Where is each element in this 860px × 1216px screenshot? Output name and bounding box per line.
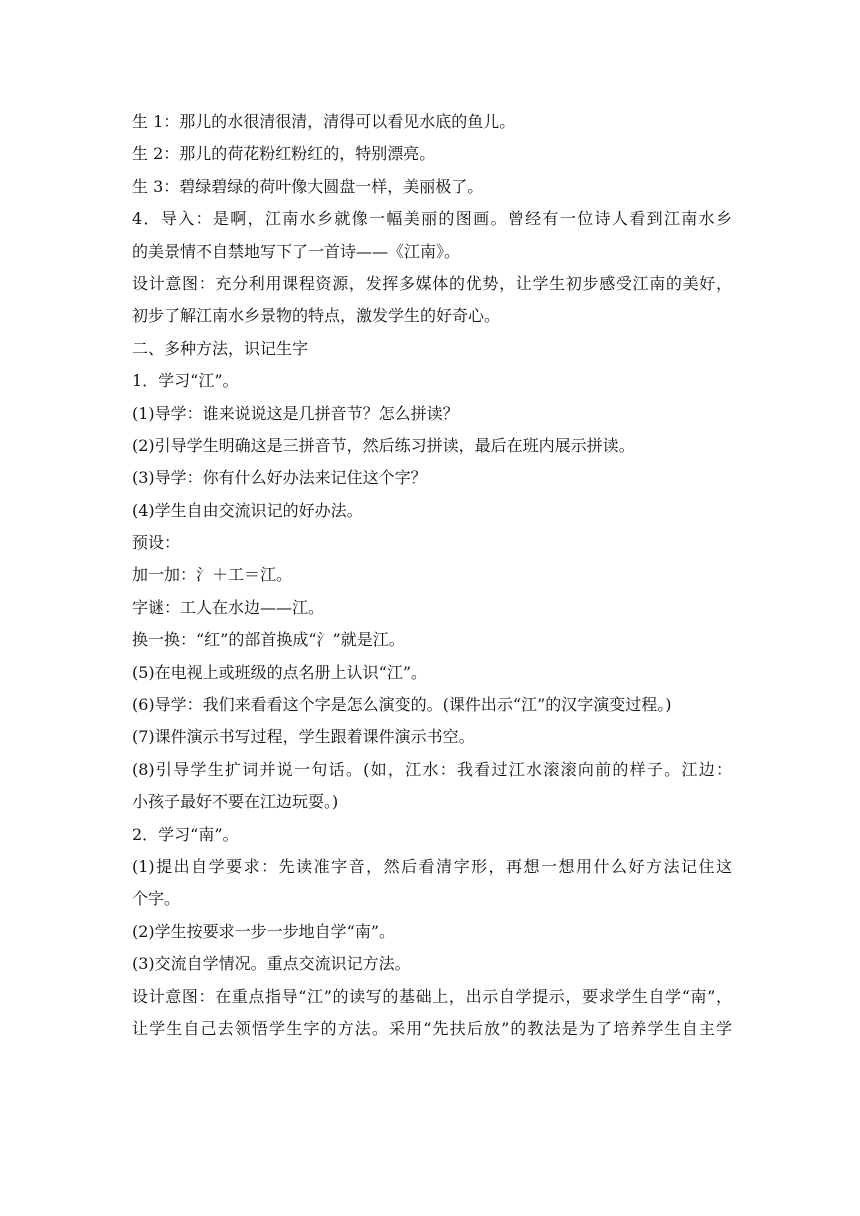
paragraph-line: 生 1：那儿的水很清很清，清得可以看见水底的鱼儿。: [132, 112, 516, 131]
paragraph-line: 换一换：“红”的部首换成“氵”就是江。: [132, 630, 405, 650]
paragraph-line: 设计意图：充分利用课程资源，发挥多媒体的优势，让学生初步感受江南的美好，: [132, 273, 732, 293]
subsection-heading: 2．学习“南”。: [132, 824, 239, 844]
paragraph-line: 4．导入：是啊，江南水乡就像一幅美丽的图画。曾经有一位诗人看到江南水乡: [132, 209, 732, 229]
paragraph-line: 生 2：那儿的荷花粉红粉红的，特别漂亮。: [132, 144, 436, 164]
paragraph-line: 小孩子最好不要在江边玩耍。): [132, 792, 339, 812]
paragraph-line: (1)导学：谁来说说这是几拼音节？怎么拼读？: [132, 403, 459, 423]
paragraph-line: (8)引导学生扩词并说一句话。(如，江水：我看过江水滚滚向前的样子。江边：: [132, 759, 732, 779]
paragraph-line: (3)交流自学情况。重点交流识记方法。: [132, 954, 411, 974]
paragraph-line: (3)导学：你有什么好办法来记住这个字？: [132, 468, 427, 488]
paragraph-line: (2)引导学生明确这是三拼音节，然后练习拼读，最后在班内展示拼读。: [132, 435, 635, 455]
subsection-heading: 1．学习“江”。: [132, 371, 239, 391]
paragraph-line: (2)学生按要求一步一步地自学“南”。: [132, 921, 396, 941]
paragraph-line: (5)在电视上或班级的点名册上认识“江”。: [132, 662, 428, 682]
paragraph-line: (6)导学：我们来看看这个字是怎么演变的。(课件出示“江”的汉字演变过程。): [132, 695, 672, 715]
paragraph-line: (4)学生自由交流识记的好办法。: [132, 500, 363, 520]
section-heading: 二、多种方法，识记生字: [132, 338, 309, 358]
paragraph-line: 生 3：碧绿碧绿的荷叶像大圆盘一样，美丽极了。: [132, 176, 484, 196]
paragraph-line: 设计意图：在重点指导“江”的读写的基础上，出示自学提示，要求学生自学“南”，: [132, 986, 732, 1006]
paragraph-line: 个字。: [132, 889, 181, 909]
paragraph-line: 让学生自己去领悟学生字的方法。采用“先扶后放”的教法是为了培养学生自主学: [132, 1018, 732, 1038]
paragraph-line: 预设：: [132, 533, 181, 553]
paragraph-line: (7)课件演示书写过程，学生跟着课件演示书空。: [132, 727, 475, 747]
paragraph-line: 的美景情不自禁地写下了一首诗——《江南》。: [132, 241, 461, 261]
paragraph-line: 字谜：工人在水边——江。: [132, 597, 325, 617]
paragraph-line: (1)提出自学要求：先读准字音，然后看清字形，再想一想用什么好方法记住这: [132, 856, 732, 876]
paragraph-line: 加一加：氵＋工＝江。: [132, 565, 293, 585]
paragraph-line: 初步了解江南水乡景物的特点，激发学生的好奇心。: [132, 306, 501, 326]
document-body: [132, 106, 732, 1045]
